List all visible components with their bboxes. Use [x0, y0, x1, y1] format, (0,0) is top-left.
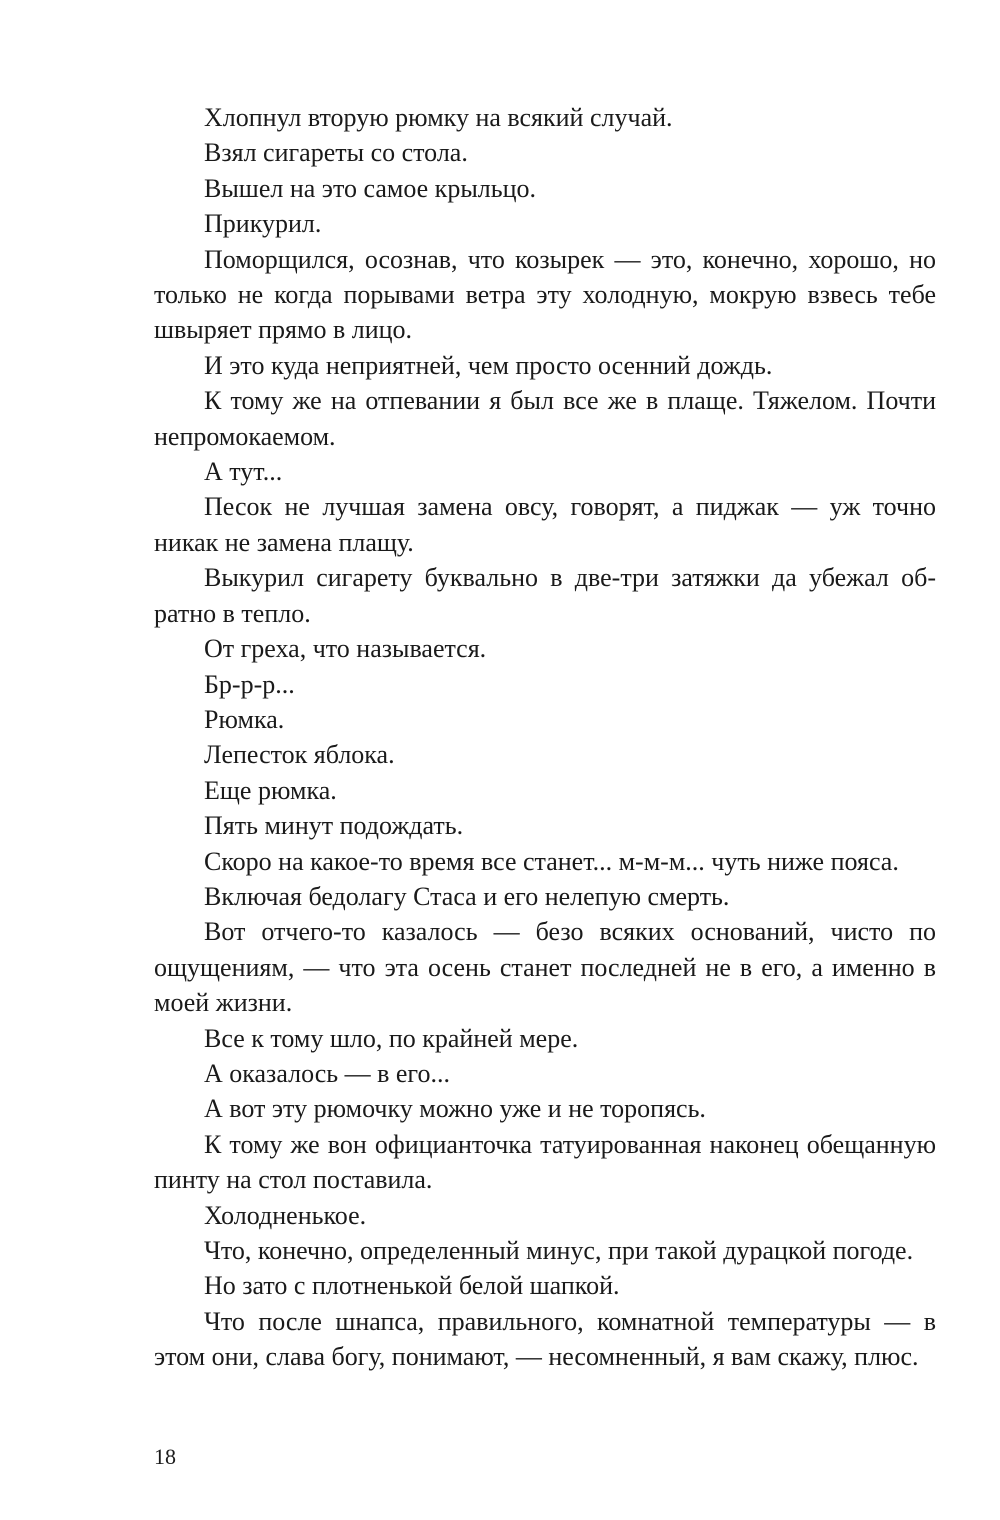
paragraph: Лепесток яблока.	[204, 740, 395, 770]
paragraph: К тому же на отпевании я был все же в плаще. Тяжелом. Почти непромокаемом.	[154, 386, 936, 451]
paragraph: А оказалось — в его...	[204, 1058, 450, 1088]
paragraph: Но зато с плотненькой белой шапкой.	[204, 1271, 620, 1301]
paragraph: Что после шнапса, правильного, комнатной температуры — в этом они, слава богу, понимают, — несомненный, я вам скажу, плюс.	[154, 1306, 936, 1372]
paragraph: Поморщился, осознав, что козырек — это, конечно, хорошо, но только не когда порывами ветра эту холодную, мокрую взвесь тебе швыряет прямо в лицо.	[154, 244, 936, 345]
paragraph: А вот эту рюмочку можно уже и не торопясь.	[204, 1094, 706, 1124]
body-text	[154, 100, 936, 1375]
paragraph: Бр-р-р...	[204, 669, 295, 699]
paragraph: И это куда неприятней, чем просто осенний дождь.	[204, 350, 773, 380]
paragraph: Все к тому шло, по крайней мере.	[204, 1023, 579, 1053]
page-number: 18	[154, 1444, 176, 1469]
paragraph: А тут...	[204, 457, 283, 487]
paragraph: Выкурил сигарету буквально в две-три затяжки да убежал обратно в тепло.	[154, 563, 936, 628]
paragraph: Пять минут подождать.	[204, 811, 464, 841]
paragraph: Взял сигареты со стола.	[204, 138, 468, 168]
paragraph: Песок не лучшая замена овсу, говорят, а пиджак — уж точно никак не замена плащу.	[154, 492, 936, 557]
paragraph: Еще рюмка.	[204, 775, 337, 805]
paragraph: Скоро на какое-то время все станет... м-м-м... чуть ниже пояса.	[204, 846, 899, 876]
paragraph: От греха, что называется.	[204, 634, 487, 664]
paragraph: Прикурил.	[204, 209, 322, 239]
paragraph: Включая бедолагу Стаса и его нелепую смерть.	[204, 881, 730, 911]
paragraph: Вышел на это самое крыльцо.	[204, 173, 537, 203]
paragraph: Холодненькое.	[204, 1200, 367, 1230]
paragraph: Рюмка.	[204, 704, 285, 734]
paragraph: К тому же вон официанточка татуированная наконец обещанную пинту на стол поставила.	[154, 1129, 936, 1195]
paragraph: Вот отчего-то казалось — безо всяких оснований, чисто по ощущениям, — что эта осень станет последней не в его, а именно в моей жизни.	[154, 917, 936, 1018]
paragraph: Что, конечно, определенный минус, при такой дурацкой погоде.	[204, 1236, 914, 1265]
paragraph: Хлопнул вторую рюмку на всякий случай.	[204, 103, 673, 132]
